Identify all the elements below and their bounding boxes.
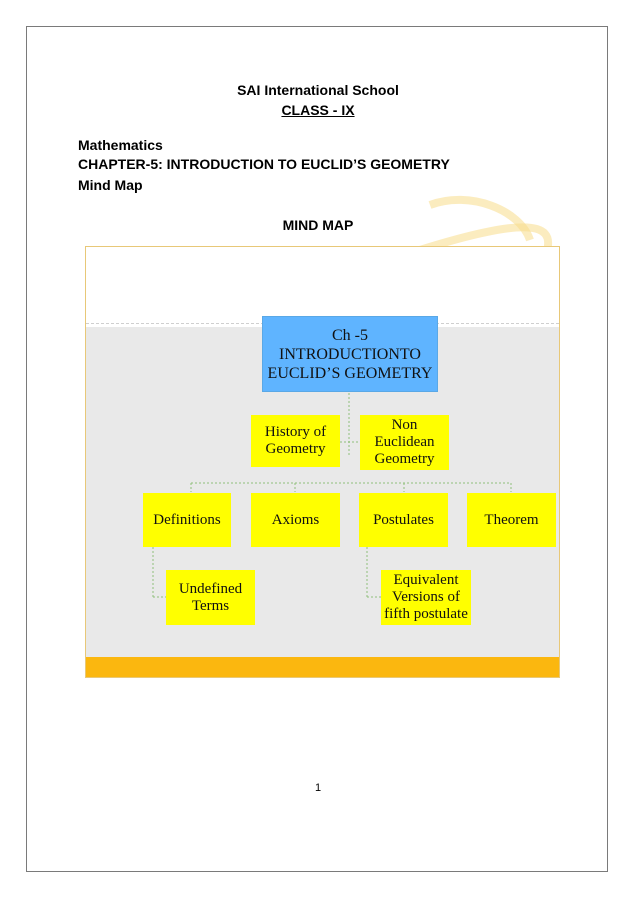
history-line1: History of [264, 424, 327, 440]
definitions-label: Definitions [153, 511, 221, 528]
undefined-line2: Terms [191, 597, 230, 614]
axioms-node [251, 493, 340, 547]
page-number: 1 [314, 782, 322, 794]
subject-label: Mathematics [78, 137, 163, 153]
postulates-node [359, 493, 448, 547]
mind-map-panel [85, 246, 560, 678]
equivalent-line3: fifth postulate [384, 606, 468, 622]
non-euclidean-line2: Euclidean [374, 434, 435, 450]
non-euclidean-line1: Non [391, 417, 418, 433]
equivalent-line1: Equivalent [393, 572, 459, 588]
doc-type-label: Mind Map [78, 177, 143, 193]
equivalent-line2: Versions of [392, 589, 460, 605]
undefined-line1: Undefined [178, 580, 243, 597]
axioms-label: Axioms [271, 511, 320, 528]
equivalent-versions-node [381, 570, 471, 625]
undefined-terms-node [166, 570, 255, 625]
theorem-label: Theorem [484, 511, 539, 528]
root-node-line2: INTRODUCTIONTO [279, 345, 421, 363]
class-text: CLASS - IX [281, 102, 355, 118]
mind-map-heading: MIND MAP [282, 217, 354, 233]
root-node-line1: Ch -5 [332, 326, 368, 344]
root-node-line3: EUCLID’S GEOMETRY [267, 364, 433, 382]
history-of-geometry-node [251, 415, 340, 467]
root-node [262, 316, 438, 392]
non-euclidean-line3: Geometry [374, 451, 435, 467]
definitions-node [143, 493, 231, 547]
postulates-label: Postulates [373, 511, 434, 528]
non-euclidean-geometry-node [360, 415, 449, 470]
class-label [0, 102, 636, 118]
chapter-title: CHAPTER-5: INTRODUCTION TO EUCLID’S GEOMETRY [78, 156, 450, 172]
history-line2: Geometry [265, 441, 326, 457]
theorem-node [467, 493, 556, 547]
school-name: SAI International School [237, 82, 399, 98]
